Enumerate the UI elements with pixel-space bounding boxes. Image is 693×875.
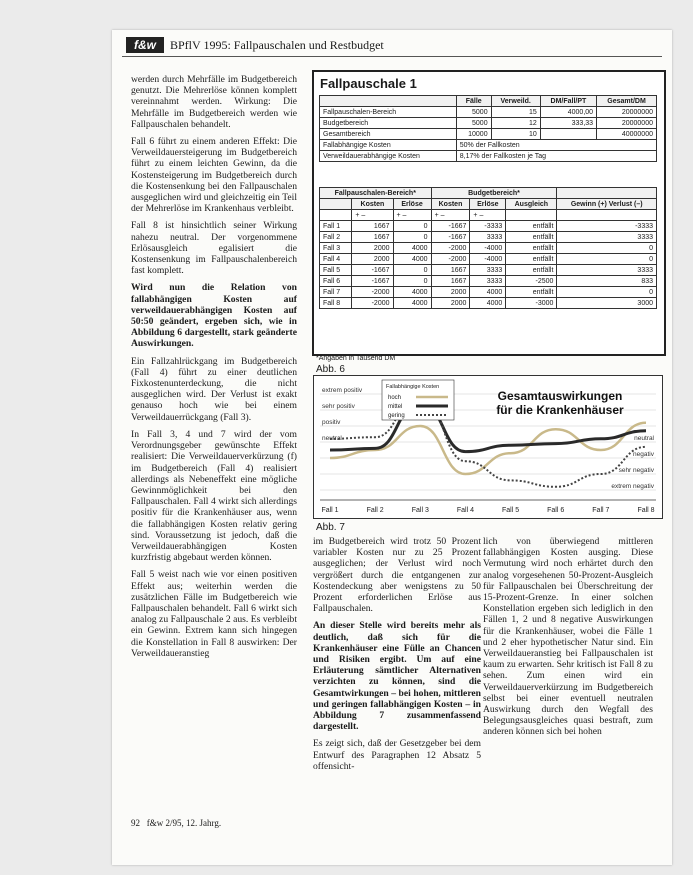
page-footer [131,818,221,828]
figure-label-7: Abb. 7 [316,522,345,533]
x-tick-label: Fall 5 [502,507,520,514]
table-cell [540,129,596,140]
table-cell: + – [393,210,431,221]
table-cell: entfällt [506,254,557,265]
legend-label: mittel [388,404,403,410]
table-cell: Fall 5 [320,265,352,276]
table-cell: 3333 [470,276,506,287]
text-column-1 [131,74,297,665]
chart-title-line2: für die Krankenhäuser [496,403,624,417]
table-footnote: *Angaben in Tausend DM [316,355,396,362]
group-header: Fallpauschalen-Bereich* [320,188,432,199]
table-row [320,265,657,276]
table-cell: Budgetbereich [320,118,457,129]
table-row [320,232,657,243]
column-header: Gewinn (+) Verlust (–) [557,199,657,210]
paragraph: Fall 6 führt zu einem anderen Effekt: Die Verweildauersteigerung im Budgetbereich führt zu einem leichten Gewinn, da die Kostensteigerung im Budgetbereich durch die Kostensenkung bei den Fallpauschalen ausgeglichen wird und gleichzeitig ein Teil der Mehrerlöse im Krankenhaus verbleibt. [131,136,297,215]
table-cell: 3000 [557,298,657,309]
table-cell: -1667 [431,232,470,243]
legend-label: gering [388,413,405,419]
table-cell [557,210,657,221]
column-header: Kosten [352,199,393,210]
level-label: neutral [322,435,342,442]
table-cell [506,210,557,221]
table-row [320,254,657,265]
table-cell: + – [470,210,506,221]
column-header: Erlöse [470,199,506,210]
column-header: Ausgleich [506,199,557,210]
table-row [320,298,657,309]
table-cell: 0 [393,265,431,276]
table-row [320,118,657,129]
table-cell: Fall 4 [320,254,352,265]
table-cell: -2000 [352,287,393,298]
table-cell: 0 [557,243,657,254]
table-cell: entfällt [506,265,557,276]
table-cell: 4000 [470,287,506,298]
column-header: Kosten [431,199,470,210]
table-cell: Gesamtbereich [320,129,457,140]
table-cell: 10 [491,129,540,140]
table-header-row [320,199,657,210]
level-label: extrem negativ [611,483,654,490]
legend-label: hoch [388,395,402,401]
table-cell: 2000 [431,287,470,298]
table-cell: 2000 [431,298,470,309]
table-cell: 333,33 [540,118,596,129]
table-cell: 40000000 [597,129,657,140]
box-title: Fallpauschale 1 [320,76,417,91]
table-cell: 3333 [470,265,506,276]
fallpauschale-box [312,70,666,356]
table-cell: 8,17% der Fallkosten je Tag [456,151,656,162]
scenario-table [319,187,657,309]
table-row [320,221,657,232]
x-tick-label: Fall 8 [637,507,655,514]
running-title: BPflV 1995: Fallpauschalen und Restbudget [170,38,384,52]
table-cell: Fall 2 [320,232,352,243]
legend-title: Fallabhängige Kosten [386,384,440,390]
table-cell: -1667 [352,265,393,276]
table-cell: 12 [491,118,540,129]
paragraph: im Budgetbereich wird trotz 50 Prozent variabler Kosten nur zu 25 Prozent ausgeglichen; der Verlust wird noch vergrößert durch die entgangenen zur Kostendeckung aber wenigstens zu 50 Prozent erforderlichen Erlöse aus Fallpauschalen. [313,536,481,615]
parameters-table [319,95,657,162]
column-header: Erlöse [393,199,431,210]
level-label: neutral [634,435,654,442]
x-tick-label: Fall 1 [321,507,339,514]
level-label: extrem positiv [322,387,363,394]
x-tick-label: Fall 3 [411,507,429,514]
journal-logo: f&w [126,37,164,53]
column-header: Verweild. [491,96,540,107]
table-row [320,243,657,254]
table-cell: 4000 [393,298,431,309]
table-cell: 2000 [352,243,393,254]
paragraph: lich von überwiegend mittleren fallabhängigen Kosten ausging. Diese Vermutung wird noch erhärtet durch den analog vorgesehenen 50-Prozent-Ausgleich für Fallpauschalen bei Überschreitung der 15-Prozent-Grenze. In einer solchen Konstellation ergeben sich lediglich in den Fällen 1, 2 und 8 negative Auswirkungen für die Krankenhäuser, wobei die Fälle 1 und 2 eher hypothetischer Natur sind. Ein Verweildaueranstieg bei Fallpauschalen ist kaum zu erwarten. Sehr kritisch ist Fall 8 zu sehen. Zum einen wird ein Verweildauerverkürzung im Budgetbereich selbst bei einer eventuell neutralen Auswirkung durch den Wegfall des Belegungsausgleiches quasi bestraft, zum anderen können sich bei hohen [483,536,653,738]
table-cell: 1667 [431,265,470,276]
paragraph: In Fall 3, 4 und 7 wird der vom Verordnungsgeber gewünschte Effekt realisiert: Die Verweildauerverkürzung (f) im Budgetbereich (Fall 4) realisiert allerdings als Nebeneffekt eine mögliche Gewinnmöglichkeit bei den Fallpauschalen. Fall 4 wirkt sich allerdings positiv für die Krankenhäuser aus, wenn die fallabhängigen Kosten relativ gering sind. Voraussetzung ist jedoch, daß die Verweildauerabhängigen Kosten kurzfristig abgebaut werden können. [131,428,297,564]
table-cell: Fallabhängige Kosten [320,140,457,151]
paragraph: Wird nun die Relation von fallabhängigen Kosten auf verweildauerabhängigen Kosten auf 50:50 geändert, ergeben sich, wie in Abbildung 6 dargestellt, stark geänderte Auswirkungen. [131,282,297,350]
column-header: Gesamt/DM [597,96,657,107]
table-cell: -4000 [470,243,506,254]
column-header: Fälle [456,96,491,107]
table-row [320,107,657,118]
table-cell: + – [431,210,470,221]
table-sign-row [320,210,657,221]
column-header [320,96,457,107]
table-cell: 5000 [456,107,491,118]
table-cell: 5000 [456,118,491,129]
table-cell: 1667 [352,221,393,232]
chart-svg [314,376,662,518]
table-header-row [320,96,657,107]
table-cell: 50% der Fallkosten [456,140,656,151]
table-cell: + – [352,210,393,221]
paragraph: werden durch Mehrfälle im Budgetbereich genutzt. Die Mehrerlöse können komplett vereinnahmt werden. Wirkung: Die Mehrfälle im Budgetbereich werden wie Fallpauschalen behandelt. [131,74,297,130]
table-cell: Fall 6 [320,276,352,287]
table-row [320,140,657,151]
table-cell: -1667 [431,221,470,232]
table-cell: 20000000 [597,107,657,118]
level-label: sehr negativ [618,467,654,474]
group-header: Budgetbereich* [431,188,557,199]
paragraph: Es zeigt sich, daß der Gesetzgeber bei dem Entwurf des Paragraphen 12 Absatz 5 offensicht- [313,738,481,772]
table-cell: -2500 [506,276,557,287]
level-label: negativ [633,451,654,458]
table-cell: 0 [393,221,431,232]
table-cell: 4000 [393,287,431,298]
table-cell: Fall 1 [320,221,352,232]
table-cell: 4000 [393,254,431,265]
table-cell: -2000 [431,243,470,254]
table-row [320,129,657,140]
table-cell: -3000 [506,298,557,309]
table-row [320,276,657,287]
page-number: 92 [131,818,140,828]
level-label: sehr positiv [322,403,355,410]
table-cell: 4000,00 [540,107,596,118]
x-tick-label: Fall 7 [592,507,610,514]
table-cell: 0 [393,232,431,243]
journal-issue: f&w 2/95, 12. Jahrg. [146,818,222,828]
table-cell: Verweildauerabhängige Kosten [320,151,457,162]
table-cell: -2000 [352,298,393,309]
table-cell: 10000 [456,129,491,140]
table-cell: entfällt [506,287,557,298]
table-cell [320,210,352,221]
paragraph: Ein Fallzahlrückgang im Budgetbereich (Fall 4) führt zu einer deutlichen Fixkostenunterdeckung, die nicht ausgeglichen wird. Der Verlust ist exakt genauso hoch wie bei einem Verweildauerrückgang (Fall 3). [131,355,297,423]
table-cell: 4000 [393,243,431,254]
table-cell: 0 [557,287,657,298]
table-cell: Fall 7 [320,287,352,298]
table-cell: 1667 [352,232,393,243]
page-header [122,36,662,57]
table-cell: 1667 [431,276,470,287]
table-cell: 4000 [470,298,506,309]
text-column-3 [483,536,653,744]
level-label: positiv [322,419,341,426]
group-header [557,188,657,199]
table-cell: 3333 [557,265,657,276]
table-cell: -3333 [470,221,506,232]
table-cell: 3333 [557,232,657,243]
x-tick-label: Fall 6 [547,507,565,514]
table-group-row [320,188,657,199]
table-cell: Fall 3 [320,243,352,254]
table-cell: 15 [491,107,540,118]
paragraph: Fall 8 ist hinsichtlich seiner Wirkung nahezu neutral. Der vorgenommene Erlösausgleich egalisiert die Kostensenkung im Fallpauschalenbereich fast komplett. [131,220,297,277]
table-cell: -4000 [470,254,506,265]
table-cell: 2000 [352,254,393,265]
table-cell: 3333 [470,232,506,243]
table-cell: 0 [393,276,431,287]
column-header: DM/Fall/PT [540,96,596,107]
table-row [320,151,657,162]
table-cell: Fall 8 [320,298,352,309]
table-cell: Fallpauschalen-Bereich [320,107,457,118]
table-cell: entfällt [506,221,557,232]
figure-label-6: Abb. 6 [316,364,345,375]
x-tick-label: Fall 4 [456,507,474,514]
table-cell: -2000 [431,254,470,265]
table-row [320,287,657,298]
paragraph: Fall 5 weist nach wie vor einen positiven Effekt aus; weiterhin werden die zusätzlichen Fälle im Budgetbereich wie Fallpauschalen behandelt. Fall 6 wirkt sich analog zu Fallpauschale 2 aus. Es verbleibt ein Gewinn. Extrem kann sich hingegen die Konstellation in Fall 8 auswirken: Der Verweildaueranstieg [131,569,297,659]
table-cell: entfällt [506,243,557,254]
text-column-2 [313,536,481,778]
table-cell: 0 [557,254,657,265]
table-cell: 20000000 [597,118,657,129]
chart-title: Gesamtauswirkungen [497,389,623,403]
paragraph: An dieser Stelle wird bereits mehr als deutlich, daß sich für die Krankenhäuser eine Fülle an Chancen und Risiken ergibt. Um auf eine Erläuterung sämtlicher Alternativen verzichten zu können, sind die Gesamtwirkungen – bei hohen, mittleren und geringen fallabhängigen Kosten – in Abbildung 7 zusammenfassend dargestellt. [313,620,481,733]
x-tick-label: Fall 2 [366,507,384,514]
effects-chart [313,375,663,519]
table-cell: -1667 [352,276,393,287]
column-header [320,199,352,210]
table-cell: -3333 [557,221,657,232]
table-cell: 833 [557,276,657,287]
table-cell: entfällt [506,232,557,243]
